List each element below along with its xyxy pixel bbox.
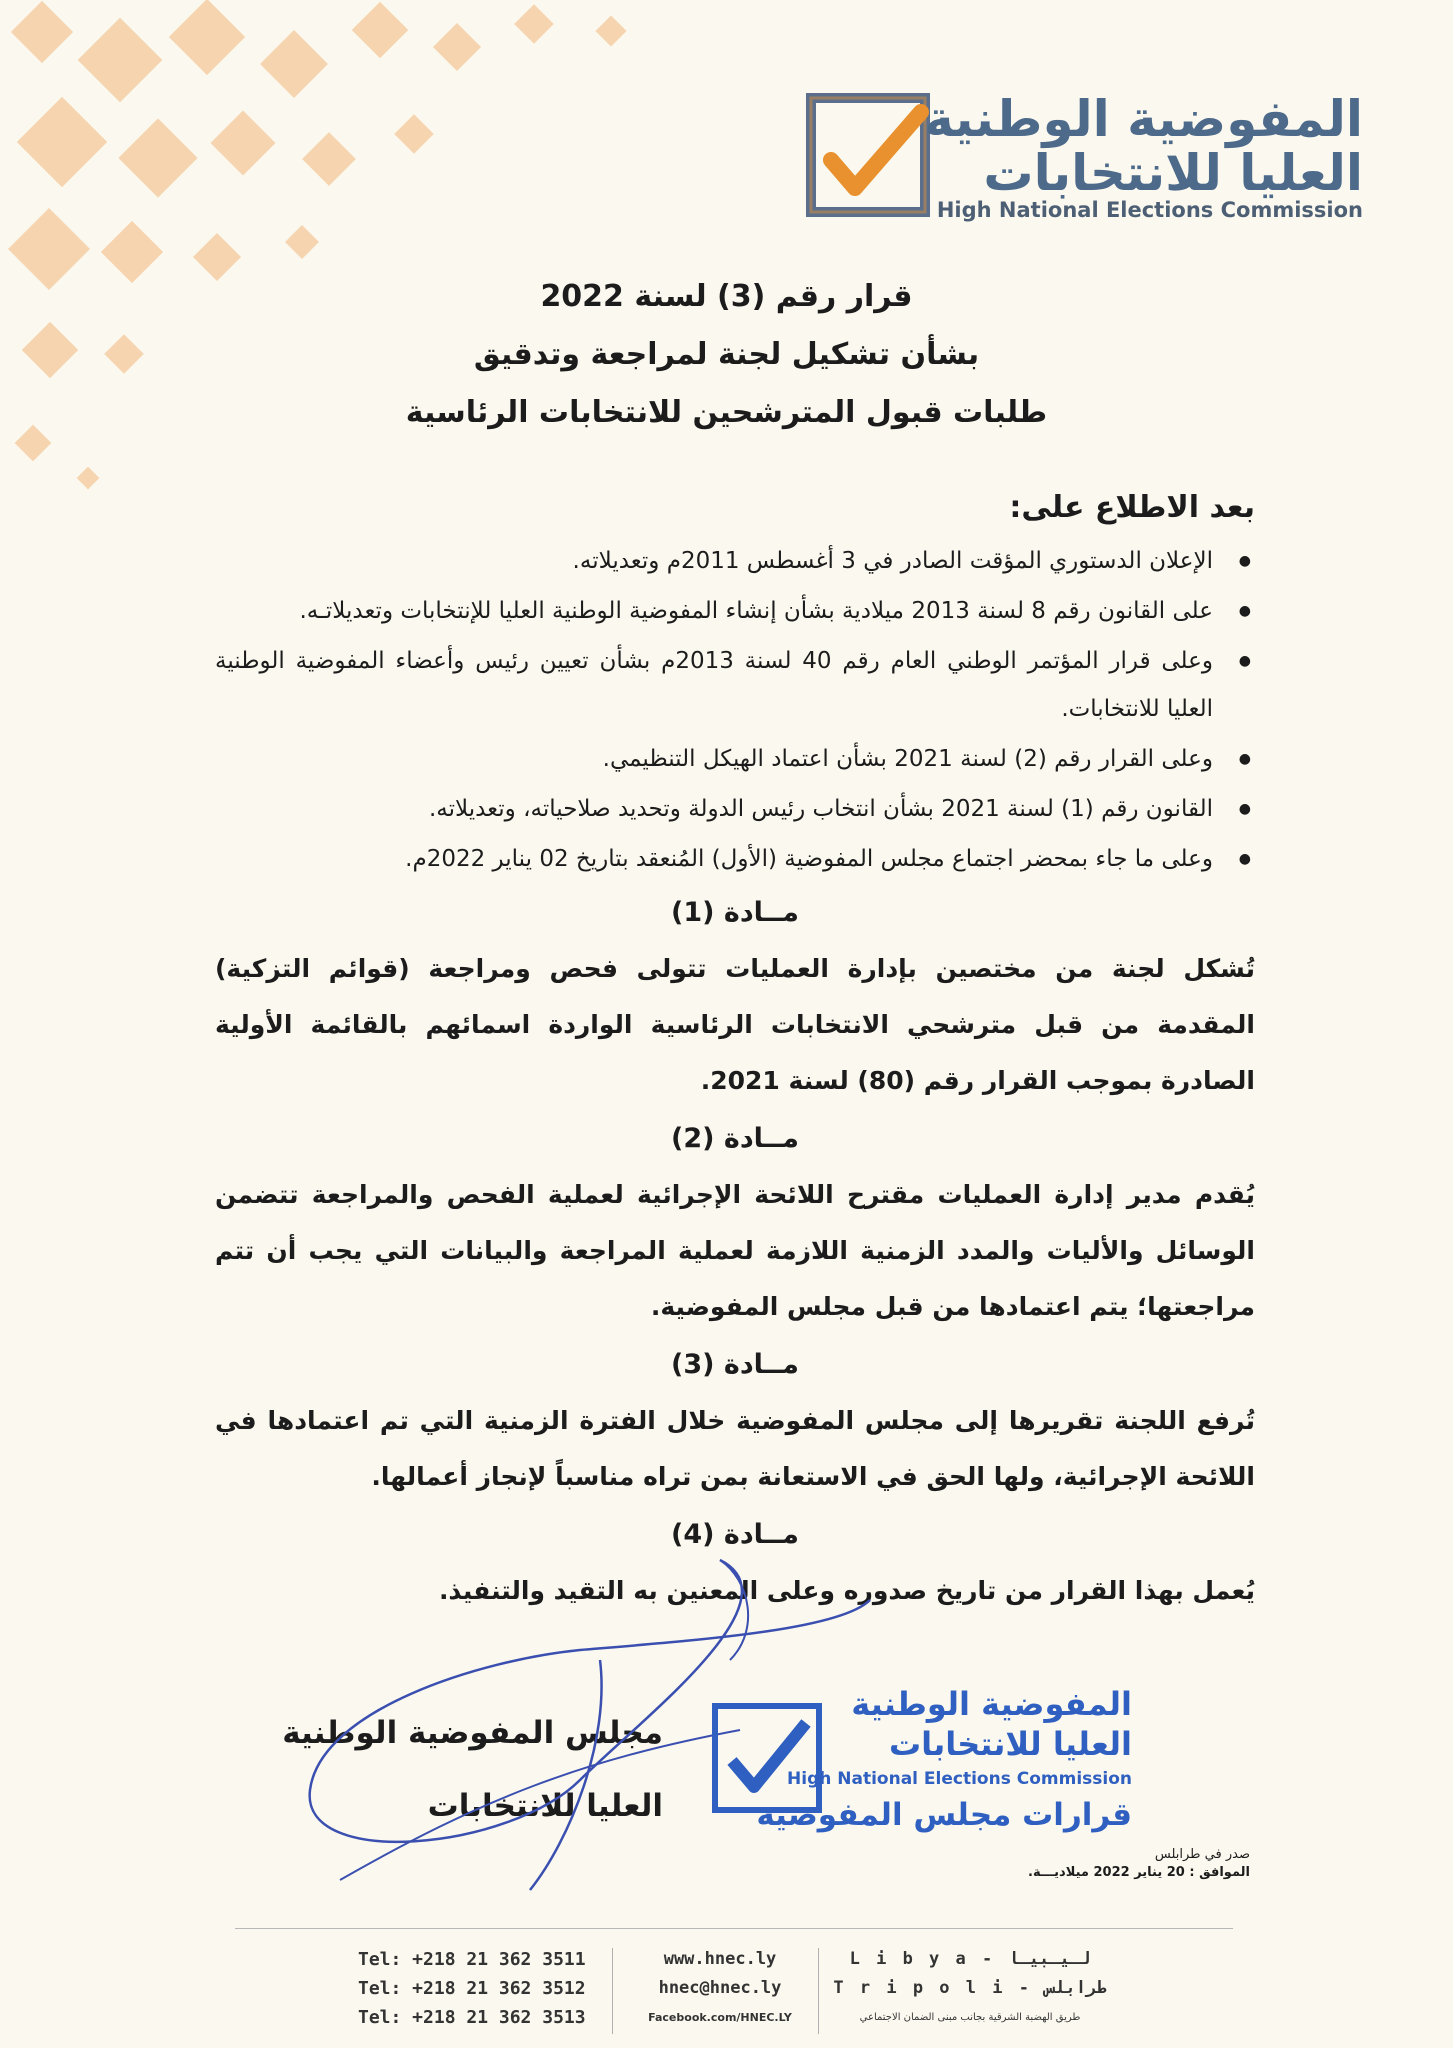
preamble-item: ● وعلى قرار المؤتمر الوطني العام رقم 40 لسنة 2013م بشأن تعيين رئيس وأعضاء المفوضية الوطنية العليا للانتخابات. — [215, 637, 1255, 733]
article-4-body: يُعمل بهذا القرار من تاريخ صدوره وعلى المعنين به التقيد والتنفيذ. — [438, 1576, 1255, 1605]
preamble-heading: بعد الاطلاع على: — [1009, 490, 1255, 525]
decision-subject-line-2: طلبات قبول المترشحين للانتخابات الرئاسية — [405, 395, 1048, 430]
preamble-item: ● القانون رقم (1) لسنة 2021 بشأن انتخاب رئيس الدولة وتحديد صلاحياته، وتعديلاته. — [215, 785, 1255, 833]
article-1-body: تُشكل لجنة من مختصين بإدارة العمليات تتولى فحص ومراجعة (قوائم التزكية) المقدمة من قبل مترشحي الانتخابات الرئاسية الواردة اسمائهم بالقائمة الأولية الصادرة بموجب القرار رقم (80) لسنة 2021. — [215, 954, 1255, 1095]
stamp-arabic-line-2: العليا للانتخابات — [889, 1725, 1132, 1763]
logo-arabic-line-1: المفوضية الوطنية — [924, 90, 1363, 148]
decision-subject-line-1: بشأن تشكيل لجنة لمراجعة وتدقيق — [473, 337, 980, 372]
article-2-title: مــادة (2) — [671, 1123, 799, 1154]
decision-titles — [0, 268, 1453, 442]
official-stamp — [712, 1685, 1132, 1865]
article-3-body: تُرفع اللجنة تقريرها إلى مجلس المفوضية خلال الفترة الزمنية التي تم اعتمادها في اللائحة الإجرائية، ولها الحق في الاستعانة بمن تراه مناسباً لإنجاز أعمالها. — [215, 1406, 1255, 1491]
facebook-link[interactable]: Facebook.com/HNEC.LY — [648, 2011, 792, 2024]
footer-phones — [358, 1945, 586, 2032]
email-link[interactable]: hnec@hnec.ly — [658, 1978, 782, 1998]
footer-separator — [818, 1948, 819, 2034]
address-country: L i b y a - لـيـبيـا — [849, 1949, 1091, 1969]
checkmark-box-icon — [803, 90, 933, 220]
decision-body — [215, 490, 1255, 1625]
address-street: طريق الهضبة الشرقية بجانب مبنى الضمان الاجتماعي — [859, 2012, 1081, 2023]
article-3-title: مــادة (3) — [671, 1349, 799, 1380]
article-1-title: مــادة (1) — [671, 897, 799, 928]
article-2-body: يُقدم مدير إدارة العمليات مقترح اللائحة الإجرائية لعملية الفحص والمراجعة تتضمن الوسائل والأليات والمدد الزمنية اللازمة لعملية المراجعة والبيانات التي يجب أن تتم مراجعتها؛ يتم اعتمادها من قبل مجلس المفوضية. — [215, 1180, 1255, 1321]
issue-info — [1028, 1846, 1250, 1882]
preamble-item: ● الإعلان الدستوري المؤقت الصادر في 3 أغسطس 2011م وتعديلاته. — [215, 537, 1255, 585]
stamp-arabic-line-3: قرارات مجلس المفوضية — [756, 1797, 1132, 1833]
preamble-item: ● وعلى ما جاء بمحضر اجتماع مجلس المفوضية (الأول) المُنعقد بتاريخ 02 يناير 2022م. — [215, 835, 1255, 883]
preamble-list — [215, 537, 1255, 883]
footer-web — [625, 1945, 815, 2032]
footer-separator — [612, 1948, 613, 2034]
phone-number: Tel: +218 21 362 3512 — [358, 1978, 586, 1999]
address-city: T r i p o l i - طرابلس — [833, 1978, 1107, 1998]
issue-date: الموافق : 20 يناير 2022 ميلاديـــة. — [1028, 1865, 1250, 1880]
issue-place: صدر في طرابلس — [1154, 1847, 1250, 1862]
commission-logo — [803, 90, 1363, 230]
footer-address — [830, 1945, 1110, 2032]
article-4-title: مــادة (4) — [671, 1519, 799, 1550]
decision-number: قرار رقم (3) لسنة 2022 — [540, 279, 913, 314]
phone-number: Tel: +218 21 362 3511 — [358, 1949, 586, 1970]
logo-english-name: High National Elections Commission — [936, 198, 1363, 222]
phone-number: Tel: +218 21 362 3513 — [358, 2007, 586, 2028]
signature-line-2: العليا للانتخابات — [427, 1788, 663, 1824]
preamble-item: ● على القانون رقم 8 لسنة 2013 ميلادية بشأن إنشاء المفوضية الوطنية العليا للإنتخابات وتعديلاتـه. — [215, 587, 1255, 635]
footer-divider — [235, 1928, 1233, 1929]
signature-line-1: مجلس المفوضية الوطنية — [282, 1715, 663, 1751]
stamp-arabic-line-1: المفوضية الوطنية — [851, 1685, 1132, 1723]
logo-arabic-line-2: العليا للانتخابات — [983, 144, 1363, 202]
website-link[interactable]: www.hnec.ly — [663, 1949, 777, 1969]
preamble-item: ● وعلى القرار رقم (2) لسنة 2021 بشأن اعتماد الهيكل التنظيمي. — [215, 735, 1255, 783]
stamp-english-name: High National Elections Commission — [787, 1769, 1132, 1789]
